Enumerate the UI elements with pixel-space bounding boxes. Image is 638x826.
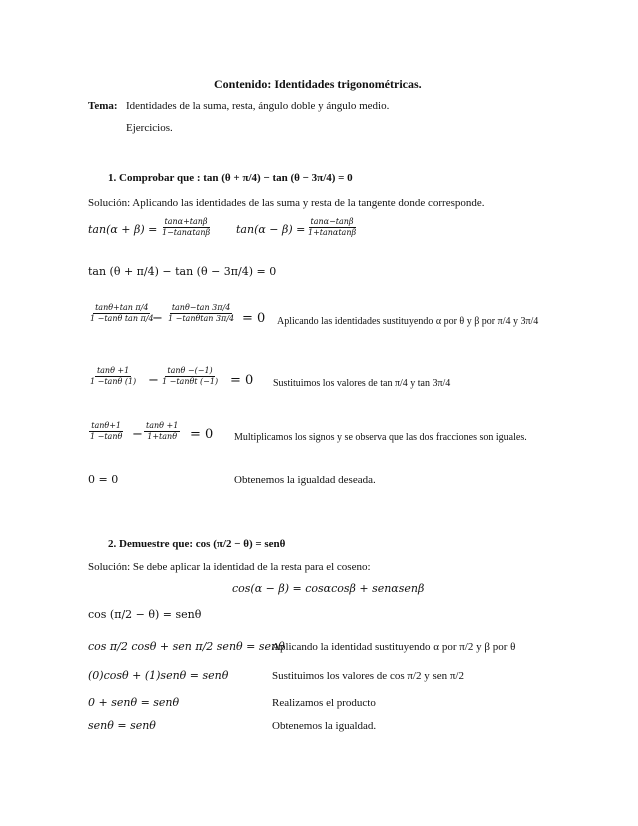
exercise-2-step-4: senθ = senθ [88, 719, 156, 732]
fraction-numerator: tanα−tanβ [309, 217, 356, 228]
fraction-numerator: tanθ +1 [95, 366, 131, 377]
step2-fraction-2 [160, 366, 220, 388]
fraction-denominator: 1 −tanθ tan π/4 [90, 314, 154, 324]
exercise-2-step-1-note: Aplicando la identidad sustituyendo α por π/2 y β por θ [272, 641, 516, 653]
equals-zero: = 0 [230, 373, 254, 388]
tema-text: Identidades de la suma, resta, ángulo doble y ángulo medio. [126, 100, 390, 112]
equals-zero: = 0 [242, 311, 266, 326]
step2-note: Sustituimos los valores de tan π/4 y tan 3π/4 [273, 378, 451, 389]
fraction-numerator: tanα+tanβ [163, 217, 210, 228]
exercise-2-step-3: 0 + senθ = senθ [88, 696, 180, 709]
fraction-denominator: 1 −tanθ [90, 432, 123, 442]
fraction-numerator: tanθ−tan 3π/4 [170, 303, 232, 314]
fraction-denominator: 1−tanαtanβ [162, 228, 211, 238]
exercise-2-heading: 2. Demuestre que: cos (π/2 − θ) = senθ [108, 538, 286, 550]
step4-equation: 0 = 0 [88, 473, 119, 486]
exercise-1-heading: 1. Comprobar que : tan (θ + π/4) − tan (θ − 3π/4) = 0 [108, 172, 353, 184]
step3-note: Multiplicamos los signos y se observa que las dos fracciones son iguales. [234, 432, 527, 443]
equals-zero: = 0 [190, 427, 214, 442]
step1-fraction-2 [166, 303, 236, 325]
exercise-2-step-3-note: Realizamos el producto [272, 697, 376, 709]
minus-sign: − [152, 311, 163, 326]
tan-diff-identity-lhs: tan(α − β) = [236, 223, 306, 236]
fraction-denominator: 1 −tanθ (1) [90, 377, 137, 387]
exercise-1-solution: Solución: Aplicando las identidades de las suma y resta de la tangente donde corresponde. [88, 197, 485, 209]
page-title: Contenido: Identidades trigonométricas. [214, 77, 422, 91]
tan-sum-identity-lhs: tan(α + β) = [88, 223, 158, 236]
cos-diff-identity: cos(α − β) = cosαcosβ + senαsenβ [232, 582, 425, 595]
fraction-denominator: 1+tanαtanβ [308, 228, 357, 238]
tan-sum-identity-fraction [160, 217, 212, 239]
step3-fraction-2 [144, 421, 180, 443]
exercise-2-step-4-note: Obtenemos la igualdad. [272, 720, 377, 732]
tema-label: Tema: [88, 100, 118, 112]
ejercicios-label: Ejercicios. [126, 122, 173, 134]
minus-sign: − [148, 373, 159, 388]
step3-fraction-1 [88, 421, 124, 443]
step2-fraction-1 [88, 366, 138, 388]
fraction-numerator: tanθ+1 [89, 421, 123, 432]
fraction-denominator: 1 −tanθtan 3π/4 [168, 314, 235, 324]
step1-note: Aplicando las identidades sustituyendo α por θ y β por π/4 y 3π/4 [277, 316, 539, 327]
fraction-numerator: tanθ+tan π/4 [93, 303, 150, 314]
exercise-2-step-2-note: Sustituimos los valores de cos π/2 y sen π/2 [272, 670, 464, 682]
minus-sign: − [132, 427, 143, 442]
fraction-numerator: tanθ +1 [144, 421, 180, 432]
fraction-numerator: tanθ −(−1) [165, 366, 214, 377]
tan-diff-identity-fraction [306, 217, 358, 239]
exercise-1-step-0: tan (θ + π/4) − tan (θ − 3π/4) = 0 [88, 265, 277, 278]
exercise-2-step-1: cos π/2 cosθ + sen π/2 senθ = senθ [88, 640, 285, 653]
exercise-2-solution: Solución: Se debe aplicar la identidad de la resta para el coseno: [88, 561, 371, 573]
fraction-denominator: 1+tanθ [147, 432, 178, 442]
step4-note: Obtenemos la igualdad deseada. [234, 474, 376, 486]
exercise-2-step-2: (0)cosθ + (1)senθ = senθ [88, 669, 229, 682]
fraction-denominator: 1 −tanθt (−1) [162, 377, 219, 387]
exercise-2-step-0: cos (π/2 − θ) = senθ [88, 608, 202, 621]
step1-fraction-1 [88, 303, 156, 325]
